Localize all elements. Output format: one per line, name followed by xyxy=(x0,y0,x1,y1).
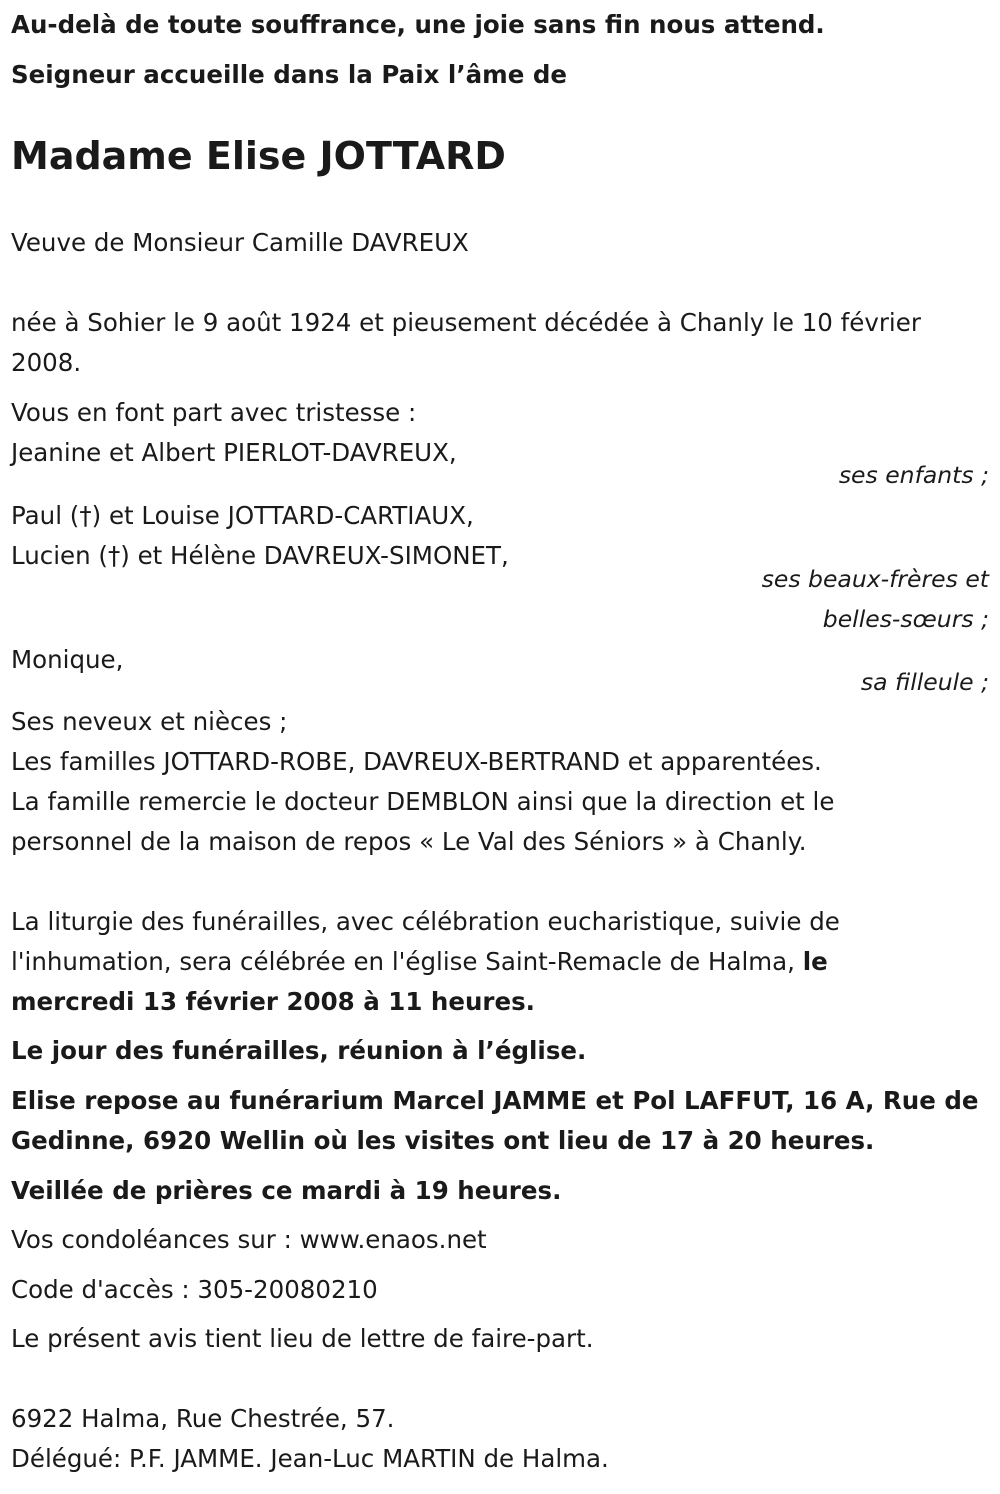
announce: Vous en font part avec tristesse : xyxy=(11,398,417,427)
widow-of: Veuve de Monsieur Camille DAVREUX xyxy=(11,228,469,257)
inlaw-role-1: ses beaux-frères et xyxy=(761,565,989,593)
inlaw-1: Paul (†) et Louise JOTTARD-CARTIAUX, xyxy=(11,501,474,530)
meeting: Le jour des funérailles, réunion à l’église. xyxy=(11,1036,587,1065)
delegate: Délégué: P.F. JAMME. Jean-Luc MARTIN de Halma. xyxy=(11,1444,609,1473)
header-line-1: Au-delà de toute souffrance, une joie sans fin nous attend. xyxy=(11,10,825,39)
goddaughter-role: sa filleule ; xyxy=(860,668,989,696)
liturgy-line-2-bold: le xyxy=(802,947,828,976)
nephews: Ses neveux et nièces ; xyxy=(11,707,288,736)
liturgy-line-3: mercredi 13 février 2008 à 11 heures. xyxy=(11,987,535,1016)
liturgy-line-2-text: l'inhumation, sera célébrée en l'église Saint-Remacle de Halma, xyxy=(11,947,795,976)
families: Les familles JOTTARD-ROBE, DAVREUX-BERTRAND et apparentées. xyxy=(11,747,822,776)
address: 6922 Halma, Rue Chestrée, 57. xyxy=(11,1404,395,1433)
children: Jeanine et Albert PIERLOT-DAVREUX, xyxy=(11,438,457,467)
repose-line-2: Gedinne, 6920 Wellin où les visites ont lieu de 17 à 20 heures. xyxy=(11,1126,875,1155)
liturgy-line-2 xyxy=(11,947,828,976)
inlaw-2: Lucien (†) et Hélène DAVREUX-SIMONET, xyxy=(11,541,509,570)
thanks-line-2: personnel de la maison de repos « Le Val des Séniors » à Chanly. xyxy=(11,827,807,856)
header-line-2: Seigneur accueille dans la Paix l’âme de xyxy=(11,60,567,89)
goddaughter: Monique, xyxy=(11,645,124,674)
deceased-name: Madame Elise JOTTARD xyxy=(11,134,506,178)
thanks-line-1: La famille remercie le docteur DEMBLON ainsi que la direction et le xyxy=(11,787,835,816)
liturgy-line-1: La liturgie des funérailles, avec célébration eucharistique, suivie de xyxy=(11,907,840,936)
vigil: Veillée de prières ce mardi à 19 heures. xyxy=(11,1176,562,1205)
repose-line-1: Elise repose au funérarium Marcel JAMME et Pol LAFFUT, 16 A, Rue de xyxy=(11,1086,979,1115)
access-code: Code d'accès : 305-20080210 xyxy=(11,1275,378,1304)
notice: Le présent avis tient lieu de lettre de faire-part. xyxy=(11,1324,594,1353)
birth-death-line-1: née à Sohier le 9 août 1924 et pieusement décédée à Chanly le 10 février xyxy=(11,308,921,337)
children-role: ses enfants ; xyxy=(838,461,989,489)
condolences: Vos condoléances sur : www.enaos.net xyxy=(11,1225,487,1254)
birth-death-line-2: 2008. xyxy=(11,348,82,377)
inlaw-role-2: belles-sœurs ; xyxy=(822,605,989,633)
